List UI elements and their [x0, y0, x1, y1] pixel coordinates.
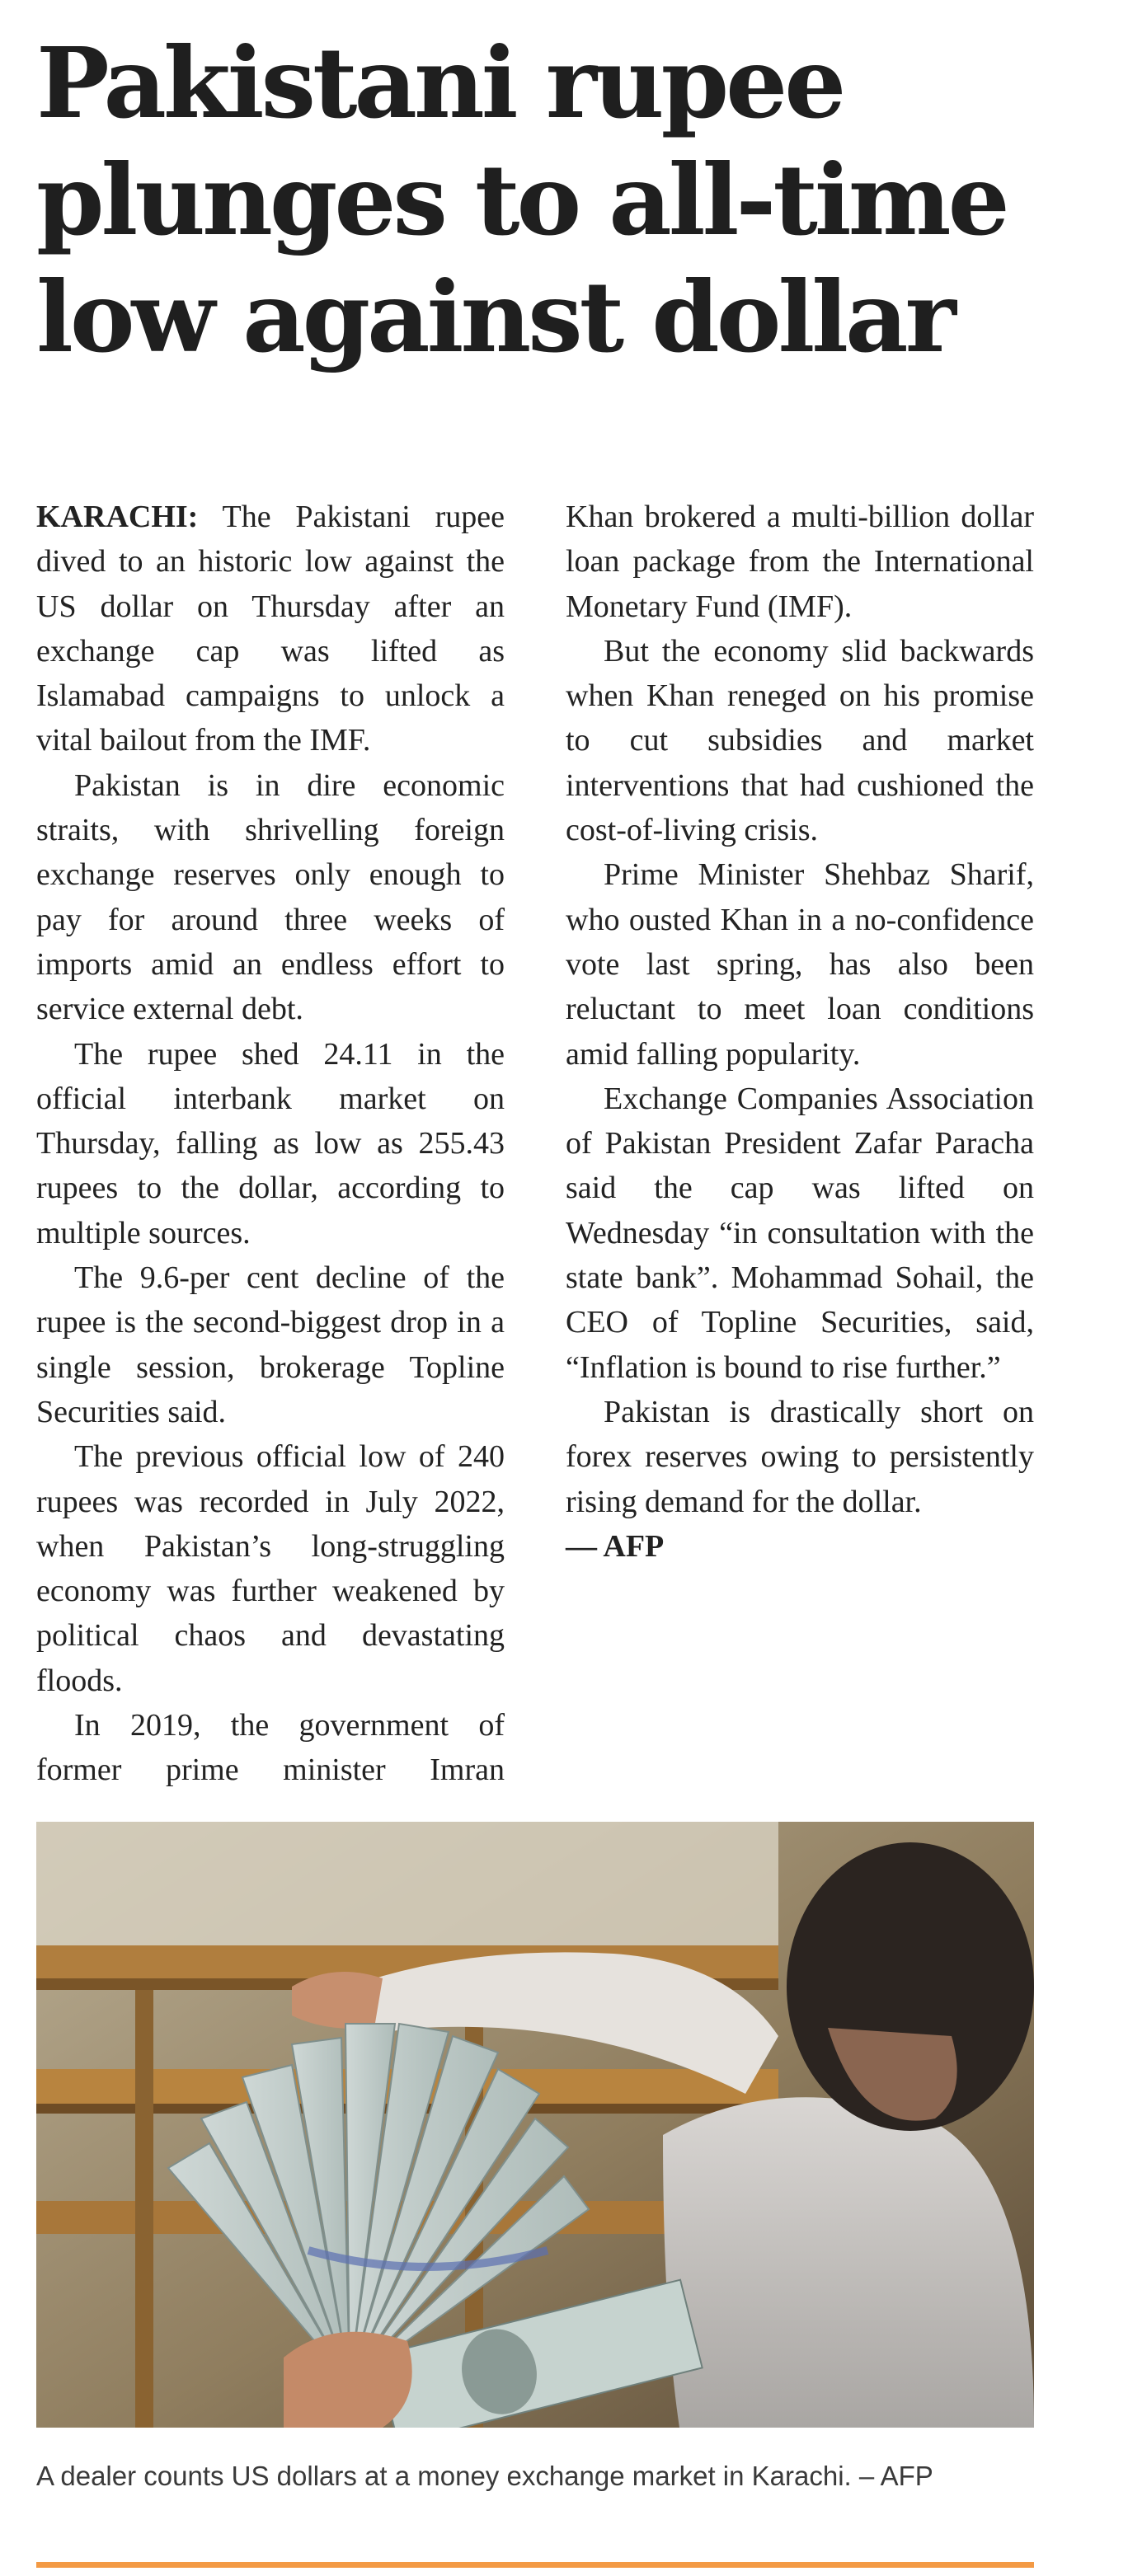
dateline: KARACHI: — [36, 500, 199, 534]
credit-line: — AFP — [566, 1528, 665, 1564]
paragraph: Pakistan is in dire economic straits, with shrivelling foreign exchange reserves only enough to pay for around three weeks of imports amid an endless effort to service external debt. — [36, 767, 505, 1027]
lead-text: The Pakistani rupee dived to an historic low against the US dollar on Thursday after an exchange cap was lifted as Islamabad campaigns to unlock a vital bailout from the IMF. — [36, 500, 505, 758]
photo-caption: A dealer counts US dollars at a money exchange market in Karachi. – AFP — [36, 2461, 933, 2491]
dealer-counting-dollars-photo — [36, 1822, 1034, 2428]
paragraph: The 9.6-per cent decline of the rupee is the second-biggest drop in a single session, brokerage Topline Securities said. — [36, 1260, 505, 1429]
article-body — [36, 495, 1034, 1793]
accent-rule — [36, 2562, 1034, 2568]
headline-line-1: Pakistani rupee — [36, 26, 844, 140]
paragraph: Pakistan is drastically short on forex reserves owing to persistently rising demand for the dollar. — [566, 1394, 1034, 1519]
paragraph-continuation: Khan brokered a multi-billion dollar loan package from the International Monetary Fund (IMF). — [566, 500, 1034, 624]
paragraph: Exchange Companies Association of Pakistan President Zafar Paracha said the cap was lifted on Wednesday “in consultation with the state bank”. Mohammad Sohail, the CEO of Topline Securities, said, “Inflation is bound to rise further.” — [566, 1081, 1034, 1385]
column-left — [36, 495, 505, 1793]
paragraph: Prime Minister Shehbaz Sharif, who ousted Khan in a no-confidence vote last spring, has also been reluctant to meet loan conditions amid falling popularity. — [566, 857, 1034, 1072]
headline-line-3: low against dollar — [36, 260, 953, 374]
paragraph: The previous official low of 240 rupees was recorded in July 2022, when Pakistan’s long-struggling economy was further weakened by political chaos and devastating floods. — [36, 1439, 505, 1698]
lead-paragraph — [36, 495, 505, 763]
news-photo — [36, 1822, 1034, 2428]
paragraph: The rupee shed 24.11 in the official interbank market on Thursday, falling as low as 255.43 rupees to the dollar, according to multiple sources. — [36, 1036, 505, 1250]
paragraph: But the economy slid backwards when Khan reneged on his promise to cut subsidies and market interventions that had cushioned the cost-of-living crisis. — [566, 633, 1034, 848]
paragraph: In 2019, the government of former prime minister Imran — [36, 1708, 505, 1788]
headline-line-2: plunges to all-time — [36, 143, 1007, 257]
headline — [36, 25, 1042, 376]
column-right — [566, 495, 1034, 1793]
